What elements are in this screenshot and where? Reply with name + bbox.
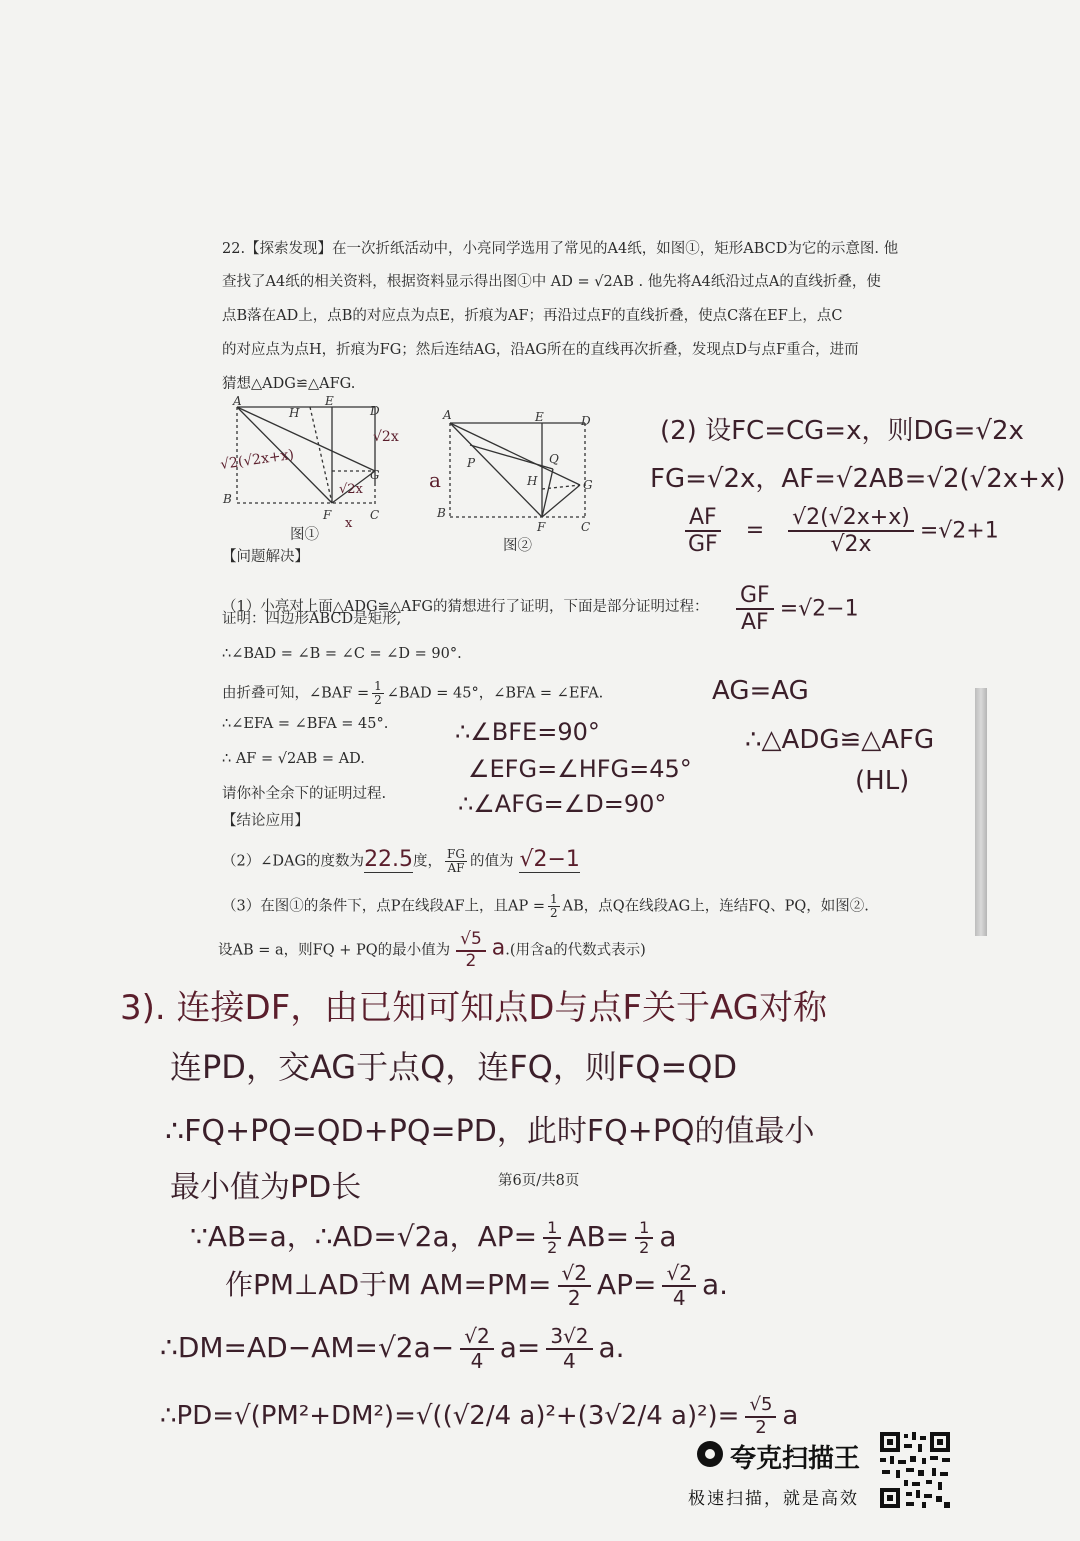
fig1-label-D: D	[370, 404, 380, 418]
fig2-label-D: D	[581, 414, 591, 428]
fig1-label-G: G	[370, 468, 380, 482]
part3-line-2: 设AB = a，则FQ + PQ的最小值为 $\frac{√5}{2}$ a.(用含a的代数式表示)	[218, 929, 646, 971]
page-number: 第6页/共8页	[498, 1173, 580, 1189]
hw-middle-1: ∴∠BFE=90°	[455, 718, 600, 746]
fig1-hw-fc: x	[345, 516, 353, 531]
figure-2	[425, 405, 610, 535]
fig1-label-F: F	[323, 508, 332, 522]
hw-middle-2: ∠EFG=∠HFG=45°	[468, 755, 692, 783]
part1-line-4: 由折叠可知，∠BAF = $\frac{1}{2}$ ∠BAD = 45°，∠BFA = ∠EFA.	[222, 679, 604, 708]
part1-line-5: ∴∠EFA = ∠BFA = 45°.	[222, 716, 389, 732]
problem-line-3: 点B落在AD上，点B的对应点为点E，折痕为AF；再沿过点F的直线折叠，使点C落在EF上，点C	[222, 308, 843, 324]
scanner-brand: 夸克扫描王	[730, 1444, 861, 1474]
fig1-label-A: A	[233, 395, 242, 408]
fig2-label-G: G	[583, 478, 593, 492]
section-problem-solving: 【问题解决】	[222, 549, 309, 565]
hw-bottom-3: ∴FQ+PQ=QD+PQ=PD，此时FQ+PQ的值最小	[165, 1114, 815, 1149]
figure-1	[215, 395, 420, 545]
fig1-label-C: C	[370, 508, 380, 522]
part1-line-7: 请你补全余下的证明过程.	[222, 786, 387, 802]
fig2-label-A: A	[443, 408, 452, 422]
scanner-slogan: 极速扫描，就是高效	[688, 1489, 859, 1509]
hw-bottom-7: ∴DM=AD−AM=√2a− $\frac{√2}{4}$ a= $\frac{3√2}{4}$ a.	[160, 1324, 625, 1373]
fig1-hw-fh: √2x	[339, 482, 363, 497]
part2-line: （2）∠DAG的度数为22.5度， $\frac{FG}{AF}$ 的值为 √2−1	[222, 846, 580, 876]
hw-bottom-5: ∵AB=a，∴AD=√2a，AP= $\frac{1}{2}$ AB= $\frac{1}{2}$ a	[190, 1217, 677, 1257]
hw-middle-3: ∴∠AFG=∠D=90°	[458, 790, 667, 818]
part1-proof-start: 证明：四边形ABCD是矩形,	[222, 611, 402, 627]
fig2-label-E: E	[535, 410, 544, 424]
hw-right-2: FG=√2x，AF=√2AB=√2(√2x+x)	[650, 464, 1066, 494]
fig2-label-B: B	[437, 506, 446, 520]
figure-2-caption: 图②	[503, 538, 532, 554]
hw-bottom-4: 最小值为PD长	[170, 1170, 362, 1205]
hw-right-4: $\frac{GF}{AF}$ =√2−1	[730, 583, 859, 636]
problem-line-4: 的对应点为点H，折痕为FG；然后连结AG，沿AG所在的直线再次折叠，发现点D与点F重合，进而	[222, 342, 859, 358]
scan-shadow-bar	[975, 688, 987, 936]
hw-right-7: (HL)	[855, 766, 910, 796]
qr-code-icon	[878, 1430, 952, 1510]
scanner-logo-icon	[697, 1441, 723, 1467]
part3-line-1: （3）在图①的条件下，点P在线段AF上，且AP = $\frac{1}{2}$ AB，点Q在线段AG上，连结FQ、PQ，如图②.	[222, 892, 869, 921]
fig2-label-F: F	[537, 520, 546, 534]
fig1-hw-dg: √2x	[373, 429, 399, 445]
fig2-label-H: H	[527, 474, 538, 488]
fig2-label-Q: Q	[549, 452, 559, 466]
problem-line-2: 查找了A4纸的相关资料，根据资料显示得出图①中 AD = √2AB . 他先将A4纸沿过点A的直线折叠，使	[222, 274, 881, 290]
hw-right-5: AG=AG	[712, 676, 809, 706]
figure-1-caption: 图①	[290, 527, 319, 543]
part1-line-3: ∴∠BAD = ∠B = ∠C = ∠D = 90°.	[222, 646, 462, 662]
problem-line-1: 22.【探索发现】在一次折纸活动中，小亮同学选用了常见的A4纸，如图①，矩形ABCD为它的示意图. 他	[222, 241, 899, 257]
hw-right-3: $\frac{AF}{GF}$ = $\frac{√2(√2x+x)}{√2x}$ =√2+1	[678, 505, 999, 558]
fig1-label-B: B	[223, 492, 232, 506]
hw-bottom-1: 3). 连接DF，由已知可知点D与点F关于AG对称	[120, 988, 827, 1028]
fig1-label-H-top: H	[289, 406, 300, 420]
hw-bottom-8: ∴PD=√(PM²+DM²)=√((√2/4 a)²+(3√2/4 a)²)= $\frac{√5}{2}$ a	[160, 1394, 799, 1438]
fig2-label-C: C	[581, 520, 591, 534]
problem-line-5: 猜想△ADG≌△AFG.	[222, 376, 356, 392]
fig2-hw-a: a	[429, 468, 441, 492]
part1-line-6: ∴ AF = √2AB = AD.	[222, 751, 365, 767]
fig2-label-P: P	[467, 456, 476, 470]
fig1-label-E: E	[325, 395, 334, 408]
hw-bottom-6: 作PM⊥AD于M AM=PM= $\frac{√2}{2}$ AP= $\frac{√2}{4}$ a.	[225, 1261, 728, 1310]
hw-bottom-2: 连PD，交AG于点Q，连FQ，则FQ=QD	[170, 1048, 738, 1086]
hw-right-1: (2) 设FC=CG=x，则DG=√2x	[660, 416, 1024, 446]
fig1-hw-left: √2(√2x+x)	[219, 446, 295, 473]
section-apply: 【结论应用】	[222, 813, 309, 829]
hw-right-6: ∴△ADG≌△AFG	[745, 725, 935, 755]
part1-intro: （1）小亮对上面△ADG≌△AFG的猜想进行了证明，下面是部分证明过程：	[222, 599, 709, 615]
